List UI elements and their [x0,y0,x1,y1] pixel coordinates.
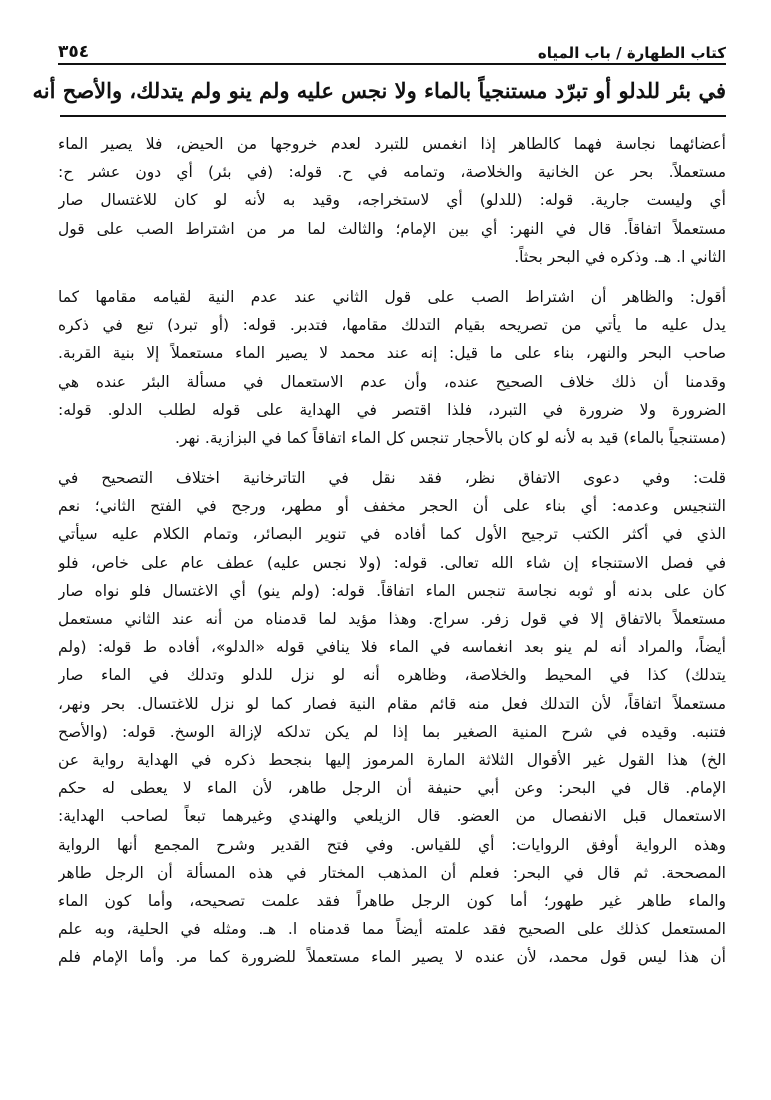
text-line: كان على بدنه أو ثوبه نجاسة تنجس الماء اتفاقاً. قوله: (ولم ينو) أي الاغتسال فلو نواه صار [58,581,726,600]
commentary-paragraph [58,283,726,452]
text-line: أي وليست جارية. قوله: (للدلو) أي لاستخراجه، وقيد به لأنه لو كان للاغتسال صار [58,191,726,210]
text-line: قلت: وفي دعوى الاتفاق نظر، فقد نقل في التاترخانية اختلاف التصحيح في [58,469,726,488]
text-line: الذي في أكثر الكتب ترجيح الأول كما أفاده في تنوير البصائر، وتمام الكلام عليه سيأتي [58,525,726,544]
book-page [32,0,726,1100]
text-line: (مستنجياً بالماء) قيد به لأنه لو كان بالأحجار تنجس كل الماء اتفاقاً كما في البزازية. نهر. [175,428,726,447]
text-line: مستعملاً بالاتفاق إلا في قول زفر. سراج. وهذا مؤيد لما قدمناه من أنه عند الثاني مستعمل [58,610,726,628]
commentary [58,130,726,983]
text-line: المستعمل كذلك على الصحيح فقد علمته أيضاً مما قدمناه ا. هـ. ومثله في الحلية، وبه علم [58,920,726,939]
text-line: أيضاً، والمراد أنه لم ينو بعد انغماسه في الماء فلا ينافي قوله «الدلو»، أفاده ط قوله: (ولم [58,638,726,657]
header-rule [58,63,726,65]
text-line: مستعملاً اتفاقاً، لأن التدلك فعل منه قائم مقام النية فصار كما لو نزل للاغتسال. بحر ونهر، [58,694,726,713]
running-header [58,40,726,62]
text-line: يدل عليه ما يأتي من تصريحه بقيام التدلك مقامها، فتدبر. قوله: (أو تبرد) تبع في ذكره [58,316,726,335]
text-line: أعضائهما نجاسة فهما كالطاهر إذا انغمس للتبرد لعدم خروجها من الحيض، فلا يصير الماء [58,135,726,153]
text-line: الضرورة ولا ضرورة في التبرد، فلذا اقتصر في الهداية على قوله لطلب الدلو. قوله: [58,400,726,419]
text-line: أقول: والظاهر أن اشتراط الصب على قول الثاني عند عدم النية لقيامه مقامها كما [58,287,726,306]
text-line: صاحب البحر والنهر، بناء على ما قيل: إنه عند محمد لا يصير الماء مستعملاً إلا بنية القربة. [58,344,726,363]
page-number: ٣٥٤ [58,42,90,62]
text-line: والماء طاهر غير طهور؛ أما كون الرجل طاهراً فقد علمت تصحيحه، وأما كون الماء [58,891,726,910]
main-text-line: في بئر للدلو أو تبرّد مستنجياً بالماء ولا نجس عليه ولم ينو ولم يتدلك، والأصح أنه [32,78,726,103]
text-line: الإمام. قال في البحر: وعن أبي حنيفة أن الرجل طاهر، لأن الماء لا يعطى له حكم [58,779,726,798]
text-line: وقدمنا أن ذلك خلاف الصحيح عنده، وأن عدم الاستعمال في مسألة البئر عنده هي [58,372,726,391]
text-line: يتدلك) كذا في المحيط والخلاصة، وظاهره أنه لو نزل للدلو وتدلك في الماء صار [58,666,726,685]
text-line: الاستعمال قبل الانفصال من العضو. قال الزيلعي والهندي وغيرهما تبعاً لصاحب الهداية: [58,807,726,826]
main-text-rule [60,115,726,117]
text-line: وهذه الرواية أوفق الروايات: أي للقياس. وفي فتح القدير وشرح المجمع أنها الرواية [58,835,726,854]
chapter-title: كتاب الطهارة / باب المياه [537,44,726,62]
text-line: الثاني ا. هـ. وذكره في البحر بحثاً. [514,247,726,266]
text-line: مستعملاً. بحر عن الخانية والخلاصة، وتمامه في ح. قوله: (في بئر) أي دون عشر ح: [58,163,726,182]
text-line: فتنبه. وقيده في شرح المنية الصغير بما إذا لم يكن تدلكه لإزالة الوسخ. قوله: (والأصح [58,722,726,741]
text-line: الخ) هذا القول غير الأقوال الثلاثة المارة المرموز إليها بنجحط ذكره في الهداية رواية عن [58,750,726,769]
text-line: أن هذا ليس قول محمد، لأن عنده لا يصير الماء مستعملاً للضرورة كما مر. وأما الإمام فلم [58,948,726,967]
text-line: مستعملاً اتفاقاً. قال في النهر: أي بين الإمام؛ والثالث لما مر من اشتراط الصب على قول [58,219,726,238]
text-line: التنجيس وعدمه: أي بناء على أن الحجر مخفف أو مطهر، ورجح في الفتح الثاني؛ نعم [58,497,726,516]
commentary-paragraph [58,130,726,271]
commentary-paragraph [58,464,726,971]
text-line: في فصل الاستنجاء إن شاء الله تعالى. قوله: (ولا نجس عليه) عطف عام على خاص، فلو [58,553,726,572]
text-line: المصححة. ثم قال في البحر: فعلم أن المذهب المختار في هذه المسألة أن الرجل طاهر [58,863,726,882]
